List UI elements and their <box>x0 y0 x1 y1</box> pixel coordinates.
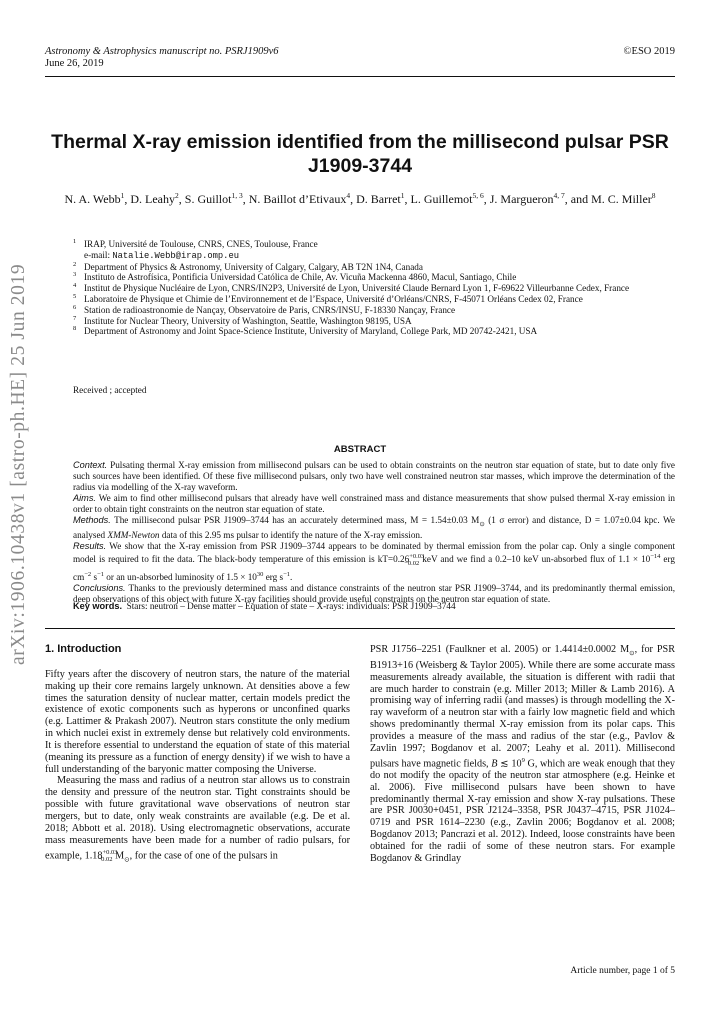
intro-paragraph-2: Measuring the mass and radius of a neutron star allows us to constrain the density and pressure of the neutron star. Tight constraints should be possible with future gravitational wave observations of neutron star mergers, but to date, only weak constraints are available (e.g. De et al. 2018; Abbott et al. 2018). Using electromagnetic observations, accurate mass measurements have been made for a number of radio pulsars, for example, $1.18^{+0.03}_{-0.02}$ $M_⊙$, for the case of one of the pulsars in <box>45 775 350 863</box>
author-name: L. Guillemot <box>410 192 473 206</box>
manuscript-date: June 26, 2019 <box>45 58 104 69</box>
affiliation-item: 7 Institute for Nuclear Theory, University of Washington, Seattle, Washington 98195, USA <box>73 314 412 326</box>
author-affiliation-mark: 2 <box>175 191 179 200</box>
section-divider <box>45 628 675 629</box>
affiliation-item: 6 Station de radioastronomie de Nançay, Observatoire de Paris, CNRS/INSU, F-18330 Nançay, France <box>73 303 456 315</box>
author-affiliation-mark: 4, 7 <box>553 191 565 200</box>
affiliation-item: 8 Department of Astronomy and Joint Space-Science Institute, University of Maryland, College Park, MD 20742-2421, USA <box>73 325 538 337</box>
section-heading-introduction: 1. Introduction <box>45 643 122 655</box>
author-name: N. A. Webb <box>64 192 121 206</box>
author-name: J. Margueron <box>489 192 554 206</box>
copyright: ©ESO 2019 <box>623 46 675 57</box>
affiliation-item: 3 Instituto de Astrofísica, Pontificia Universidad Católica de Chile, Av. Vicuña Mackenna 4860, Macul, Santiago, Chile <box>73 271 517 283</box>
email-link[interactable]: Natalie.Webb@irap.omp.eu <box>112 250 240 261</box>
affiliation-item: 5 Laboratoire de Physique et Chimie de l’Environnement et de l’Espace, Université d’Orléans/CNRS, F-45071 Orléans Cedex 02, France <box>73 292 583 304</box>
author-name: D. Leahy <box>130 192 176 206</box>
running-header <box>45 42 675 77</box>
journal-line: Astronomy & Astrophysics manuscript no. PSRJ1909v6 <box>45 46 279 57</box>
author-name: D. Barret <box>356 192 401 206</box>
author-name: N. Baillot d’Etivaux <box>248 192 347 206</box>
arxiv-identifier: arXiv:1906.10438v1 [astro-ph.HE] 25 Jun 2019 <box>8 263 29 665</box>
abstract-aims: Aims. We aim to find other millisecond pulsars that already have well constrained mass and distance measurements that show pulsed thermal X-ray emission in order to obtain tight constraints on the neutron star equation of state. <box>73 492 675 514</box>
abstract-heading: ABSTRACT <box>333 444 387 455</box>
intro-paragraph-1: Fifty years after the discovery of neutron stars, the nature of the material making up their core remains largely unknown. At densities above a few times the saturation density of nuclear matter, certain models predict the existence of exotic components such as hyperons or unconfined quarks (e.g. Lattimer & Prakash 2007). Neutron stars constitute the only medium in which nuclei exist in extremely dense but relatively cold environments. It is therefore essential to understand the equation of state of this material (meaning its pressure as a function of energy density) if we wish to have a full understanding of the baryonic matter composing the Universe. <box>45 668 350 775</box>
abstract-results: Results. We show that the X-ray emission from PSR J1909–3744 appears to be dominated by thermal emission from the polar cap. Only a single component model is required to fit the data. The black-body temperature of this emission is $kT=0.26^{+0.03}_{-0.02}$ keV and we find a 0.2–10 keV un-absorbed flux of $1.1 \times 10^{-14}$ erg $cm^{-2}$ $s^{-1}$ or an un-absorbed luminosity of $1.5 \times 10^{30}$ erg $s^{-1}$. <box>73 541 675 582</box>
author-affiliation-mark: 1, 3 <box>231 191 243 200</box>
header-left <box>45 46 279 70</box>
received-line: Received ; accepted <box>73 385 147 395</box>
affiliation-item: 4 Institut de Physique Nucléaire de Lyon, CNRS/IN2P3, Université de Lyon, Université Claude Bernard Lyon 1, F-69622 Villeurbanne Cedex, France <box>73 282 630 294</box>
author-name: S. Guillot <box>184 192 232 206</box>
abstract-body <box>73 460 675 605</box>
abstract-conclusions: Conclusions. Thanks to the previously determined mass and distance constraints of the neutron star PSR J1909–3744, and its predominantly thermal emission, deep observations of this object with future X-ray facilities should provide useful constraints on the neutron star equation of state. <box>73 582 675 604</box>
paper-title: Thermal X-ray emission identified from the millisecond pulsar PSR J1909-3744 <box>51 131 669 177</box>
affiliation-item: 1 IRAP, Université de Toulouse, CNRS, CNES, Toulouse, France e-mail: Natalie.Webb@irap.omp.eu <box>73 238 318 261</box>
author-affiliation-mark: 8 <box>651 191 656 200</box>
author-affiliation-mark: 5, 6 <box>472 191 484 200</box>
author-affiliation-mark: 1 <box>120 191 125 200</box>
right-column <box>370 644 675 865</box>
affiliation-item: 2 Department of Physics & Astronomy, University of Calgary, Calgary, AB T2N 1N4, Canada <box>73 260 423 272</box>
affiliations <box>73 239 675 337</box>
abstract-context: Context. Pulsating thermal X-ray emission from millisecond pulsars can be used to obtain constraints on the neutron star equation of state, but to date only five such sources have been identified. Of these five millisecond pulsars, only two have well constrained neutron star masses, which improve the determination of the radius via modelling of the X-ray waveform. <box>73 460 675 492</box>
author-list: N. A. Webb$^1$, D. Leahy$^2$, S. Guillot$^{1, 3}$, N. Baillot d’Etivaux$^4$, D. Barret$^1$, L. Guillemot$^{5, 6}$, J. Margueron$^{4, 7}$, and M. C. Miller$^8$ <box>64 191 656 206</box>
author-affiliation-mark: 4 <box>346 191 351 200</box>
left-column <box>45 644 350 866</box>
keywords: Key words. Stars: neutron – Dense matter – Equation of state – X-rays: individuals: PSR J1909–3744 <box>73 601 456 611</box>
intro-paragraph-continued: PSR J1756–2251 (Faulkner et al. 2005) or 1.4414±0.0002 $M_⊙$, for PSR B1913+16 (Weisberg & Taylor 2005). While there are some accurate mass measurements already available, the situation is different with radii that are much harder to constrain (e.g. Miller 2013; Miller & Lamb 2016). A promising way of inferring radii (and masses) is through modelling the X-ray waveform of a neutron star with a fairly low magnetic field and which shows predominantly thermal X-ray emission from its polar caps. This provides a measure of the mass and radius of the star (e.g., Pavlov & Zavlin 1997; Bogdanov et al. 2007; Leahy et al. 2011). Millisecond pulsars have magnetic fields, B ≲ $10^9$ G, which are weak enough that they do not modify the opacity of the neutron star atmosphere (e.g. Heinke et al. 2006). Five millisecond pulsars have been shown to have predominantly thermal X-ray emission and show X-ray pulsations. These are PSR J0030+0451, PSR J2124–3358, PSR J0437–4715, PSR J1024–0719 and PSR 1614–2230 (e.g., Zavlin 2006; Bogdanov et al. 2008; Bogdanov 2013; Pancrazi et al. 2012). Indeed, loose constraints have been obtained for the radii of some of these neutron stars. For example Bogdanov & Grindlay <box>370 644 675 864</box>
abstract-methods: Methods. The millisecond pulsar PSR J1909–3744 has an accurately determined mass, M = 1.54±0.03 $M_⊙$ (1 σ error) and distance, D = 1.07±0.04 kpc. We analysed XMM-Newton data of this 2.95 ms pulsar to identify the nature of the X-ray emission. <box>73 514 675 541</box>
author-affiliation-mark: 1 <box>400 191 405 200</box>
author-name: M. C. Miller <box>591 192 652 206</box>
page-footer: Article number, page 1 of 5 <box>570 966 675 976</box>
